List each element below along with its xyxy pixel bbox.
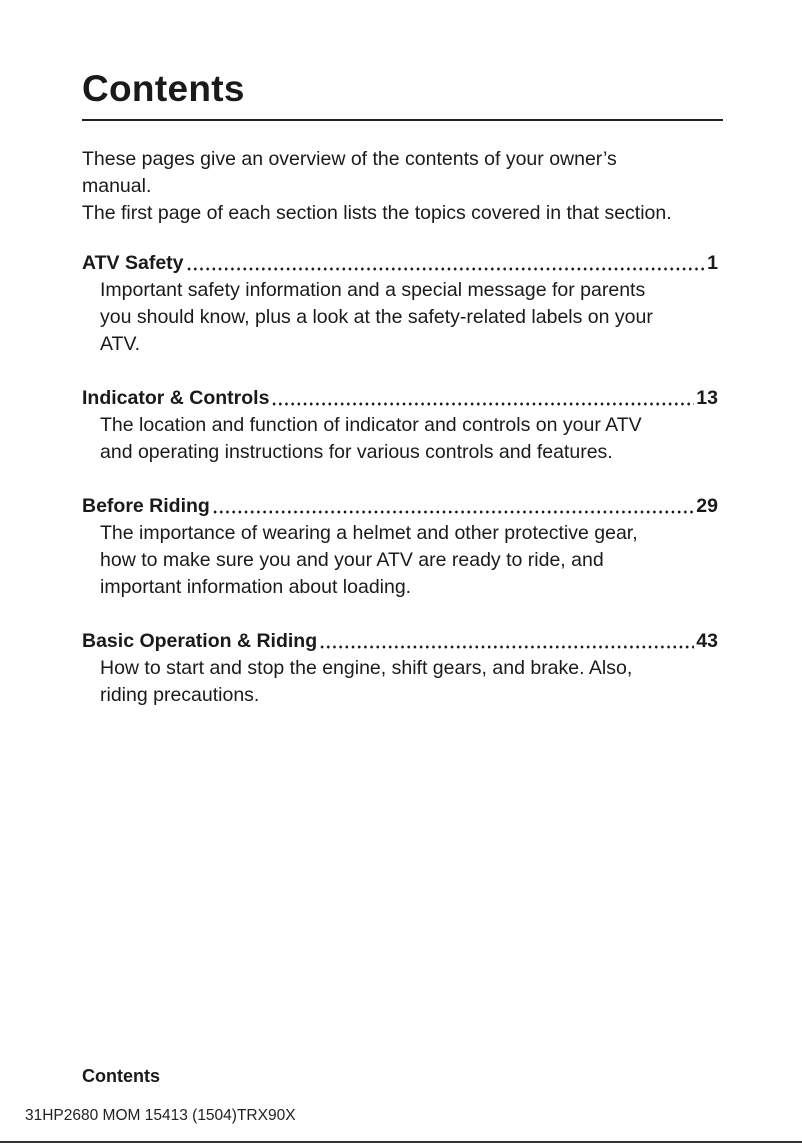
title-rule [82, 119, 723, 121]
toc-entry-title: Basic Operation & Riding [82, 630, 318, 652]
toc-entry-page: 29 [696, 495, 718, 517]
page-bottom-border [0, 1141, 802, 1143]
description-line: How to start and stop the engine, shift gears, and brake. Also, [100, 657, 633, 679]
description-line: ATV. [100, 333, 141, 355]
page-title: Contents [82, 68, 245, 109]
dot-leader [212, 510, 694, 514]
toc-list [82, 250, 718, 736]
toc-entry-description [82, 520, 718, 601]
toc-entry-link[interactable] [82, 250, 718, 277]
description-line: The location and function of indicator and controls on your ATV [100, 414, 642, 436]
toc-entry-title: ATV Safety [82, 252, 184, 274]
intro-line: These pages give an overview of the contents of your owner’s [82, 148, 617, 170]
intro-text [82, 146, 732, 227]
toc-entry-title: Before Riding [82, 495, 210, 517]
description-line: riding precautions. [100, 684, 260, 706]
description-line: important information about loading. [100, 576, 412, 598]
footer-section-label: Contents [82, 1066, 160, 1086]
description-line: Important safety information and a special message for parents [100, 279, 646, 301]
description-line: you should know, plus a look at the safety-related labels on your [100, 306, 653, 328]
toc-entry-page: 43 [696, 630, 718, 652]
toc-entry-atv-safety [82, 250, 718, 358]
intro-line: manual. [82, 175, 152, 197]
dot-leader [319, 645, 694, 649]
description-line: how to make sure you and your ATV are ready to ride, and [100, 549, 604, 571]
toc-entry-page: 13 [696, 387, 718, 409]
toc-entry-link[interactable] [82, 493, 718, 520]
toc-entry-page: 1 [707, 252, 718, 274]
toc-entry-before-riding [82, 493, 718, 601]
toc-entry-title: Indicator & Controls [82, 387, 270, 409]
toc-entry-link[interactable] [82, 628, 718, 655]
document-code: 31HP2680 MOM 15413 (1504)TRX90X [25, 1107, 296, 1124]
toc-entry-link[interactable] [82, 385, 718, 412]
toc-entry-description [82, 277, 718, 358]
dot-leader [271, 402, 694, 406]
description-line: The importance of wearing a helmet and other protective gear, [100, 522, 638, 544]
description-line: and operating instructions for various controls and features. [100, 441, 613, 463]
intro-line: The first page of each section lists the topics covered in that section. [82, 202, 672, 224]
toc-entry-basic-operation [82, 628, 718, 709]
toc-entry-description [82, 655, 718, 709]
toc-entry-description [82, 412, 718, 466]
dot-leader [186, 267, 706, 271]
toc-entry-indicator-controls [82, 385, 718, 466]
